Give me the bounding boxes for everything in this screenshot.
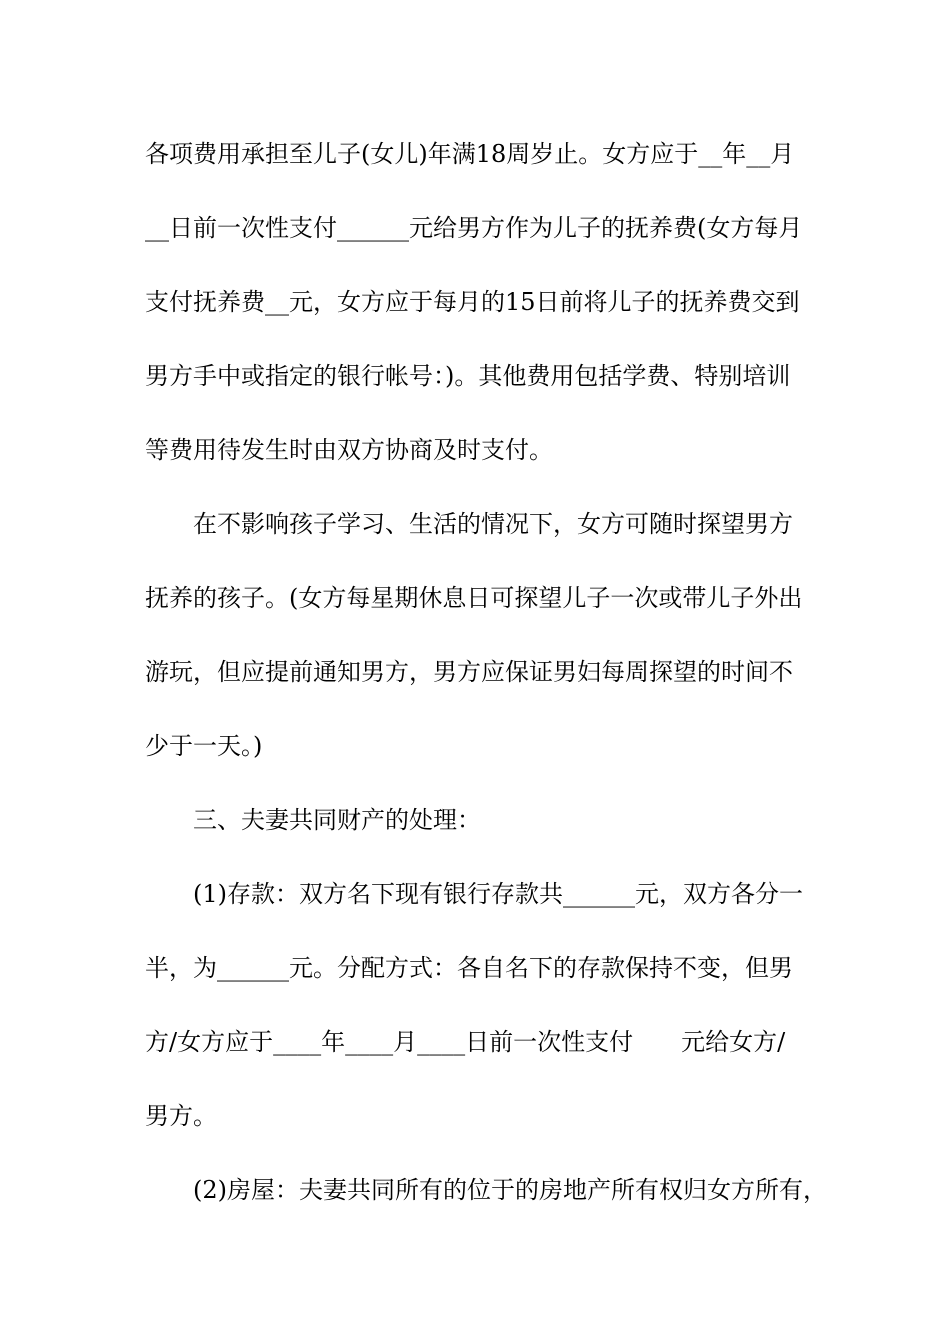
text-line: 方/女方应于____年____月____日前一次性支付 元给女方/ bbox=[145, 1028, 786, 1056]
text-line: (1)存款：双方名下现有银行存款共______元，双方各分一 bbox=[193, 880, 803, 908]
text-line: (2)房屋：夫妻共同所有的位于的房地产所有权归女方所有， bbox=[193, 1176, 827, 1204]
text-line: 男方手中或指定的银行帐号：)。其他费用包括学费、特别培训 bbox=[145, 362, 791, 390]
text-line: 少于一天。) bbox=[145, 732, 263, 760]
text-line: 半，为______元。分配方式：各自名下的存款保持不变，但男 bbox=[145, 954, 793, 982]
text-line: 在不影响孩子学习、生活的情况下，女方可随时探望男方 bbox=[193, 510, 793, 538]
text-line: __日前一次性支付______元给男方作为儿子的抚养费(女方每月 bbox=[145, 214, 803, 242]
text-line: 各项费用承担至儿子(女儿)年满18周岁止。女方应于__年__月 bbox=[145, 140, 795, 168]
text-line: 支付抚养费__元，女方应于每月的15日前将儿子的抚养费交到 bbox=[145, 288, 800, 316]
section-heading: 三、夫妻共同财产的处理： bbox=[193, 806, 481, 834]
text-line: 等费用待发生时由双方协商及时支付。 bbox=[145, 436, 553, 464]
text-line: 抚养的孩子。(女方每星期休息日可探望儿子一次或带儿子外出 bbox=[145, 584, 803, 612]
text-line: 男方。 bbox=[145, 1102, 217, 1130]
document-body bbox=[145, 117, 827, 1227]
text-line: 游玩，但应提前通知男方，男方应保证男妇每周探望的时间不 bbox=[145, 658, 793, 686]
